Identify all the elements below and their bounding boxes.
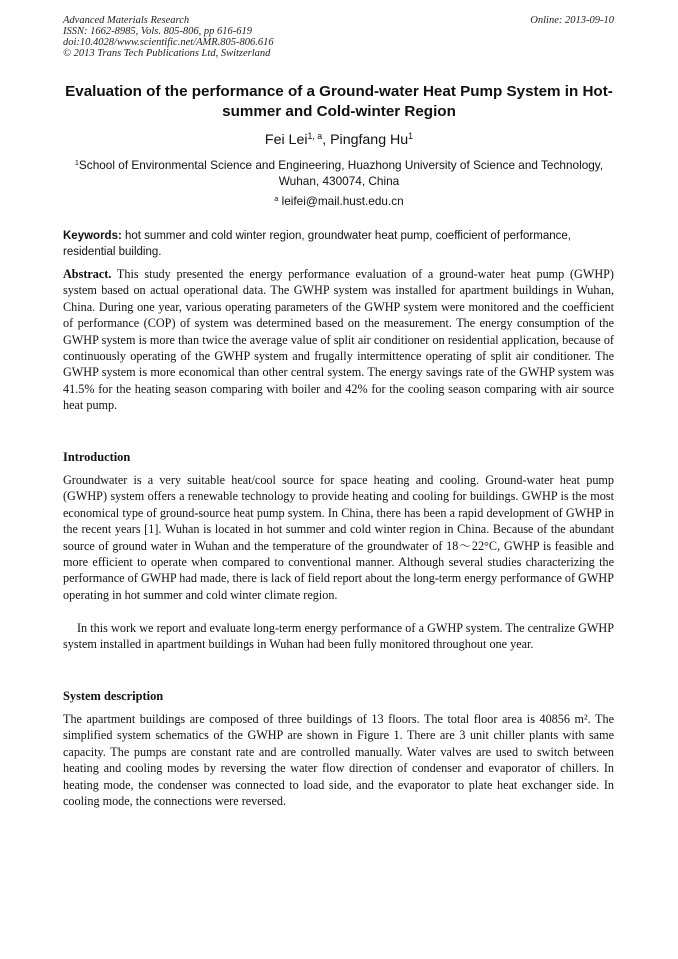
system-description-paragraph: The apartment buildings are composed of three buildings of 13 floors. The total floor area is 40856 m². The simplified system schematics of the GWHP are shown in Figure 1. There are 3 unit chiller plants with same capacity. The pumps are constant rate and are controlled manually. Water valves are used to switch between heating and cooling modes by reversing the water flow direction of condenser and evaporator of chillers. In heating mode, the condenser was connected to load side, and the evaporator to plate heat exchanger side. In cooling mode, the connections were reversed. bbox=[63, 712, 614, 809]
author-email bbox=[40, 193, 638, 209]
author-list bbox=[40, 131, 638, 149]
abstract bbox=[63, 266, 614, 414]
journal-header bbox=[63, 15, 274, 59]
introduction-paragraph-2: In this work we report and evaluate long-term energy performance of a GWHP system. The centralize GWHP system installed in apartment buildings in Wuhan had been fully monitored throughout one year. bbox=[63, 621, 614, 652]
affiliation-superscript: 1 bbox=[74, 157, 79, 167]
abstract-label: Abstract. bbox=[63, 267, 112, 281]
online-date: Online: 2013-09-10 bbox=[530, 15, 614, 26]
abstract-text: This study presented the energy performance evaluation of a ground-water heat pump (GWHP) system based on actual operational data. The GWHP system was installed for apartment buildings in Wuhan, China. During one year, various operating parameters of the GWHP system were monitored and the coefficient of performance (COP) of system was determined based on the measurement. The energy consumption of the GWHP system is more than twice the average value of split air conditioner on residential application, because of continuously operating of the GWHP system and frugally intermittence operating of split air conditioner. The GWHP system is more economical than other central system. The energy savings rate of the GWHP system was 41.5% for the heating season comparing with boiler and 42% for the cooling season comparing with air source heat pump. bbox=[63, 267, 614, 413]
keywords-text: hot summer and cold winter region, groundwater heat pump, coefficient of performance, residential building. bbox=[63, 230, 571, 258]
doi-line: doi:10.4028/www.scientific.net/AMR.805-806.616 bbox=[63, 37, 274, 48]
email-address[interactable]: leifei@mail.hust.edu.cn bbox=[278, 194, 404, 208]
author-name: Fei Lei bbox=[264, 132, 308, 148]
paper-title: Evaluation of the performance of a Ground-water Heat Pump System in Hot-summer and Cold-winter Region bbox=[65, 83, 613, 120]
author-superscript: 1, a bbox=[307, 131, 323, 142]
issn-line: ISSN: 1662-8985, Vols. 805-806, pp 616-619 bbox=[63, 26, 252, 37]
author-name: Pingfang Hu bbox=[330, 132, 409, 148]
keywords bbox=[63, 228, 617, 260]
email-superscript: a bbox=[274, 193, 279, 203]
copyright-line: © 2013 Trans Tech Publications Ltd, Switzerland bbox=[63, 48, 271, 59]
introduction-heading: Introduction bbox=[63, 450, 131, 464]
system-description-heading: System description bbox=[63, 689, 164, 703]
author-separator: , bbox=[322, 132, 331, 148]
keywords-label: Keywords: bbox=[63, 230, 122, 242]
affiliation bbox=[60, 157, 618, 189]
affiliation-text: School of Environmental Science and Engineering, Huazhong University of Science and Technology, Wuhan, 430074, China bbox=[78, 158, 604, 188]
journal-name: Advanced Materials Research bbox=[63, 15, 190, 26]
introduction-paragraph-1: Groundwater is a very suitable heat/cool source for space heating and cooling. Ground-water heat pump (GWHP) system offers a renewable technology to provide heating and cooling for buildings. GWHP is the most economical type of ground-source heat pump system. In China, there has been a rapid development of GWHP in the recent years [1]. Wuhan is located in hot summer and cold winter region in China. Because of the abundant source of ground water in Wuhan and the temperature of the groundwater of 18～22°C, GWHP is feasible and more efficient to operate when compared to conventional manner. Although several studies characterizing the performance of GWHP had made, there is lack of field report about the long-term energy performance of GWHP operating in hot summer and cold winter climate region. bbox=[63, 473, 614, 602]
author-superscript: 1 bbox=[408, 131, 414, 142]
